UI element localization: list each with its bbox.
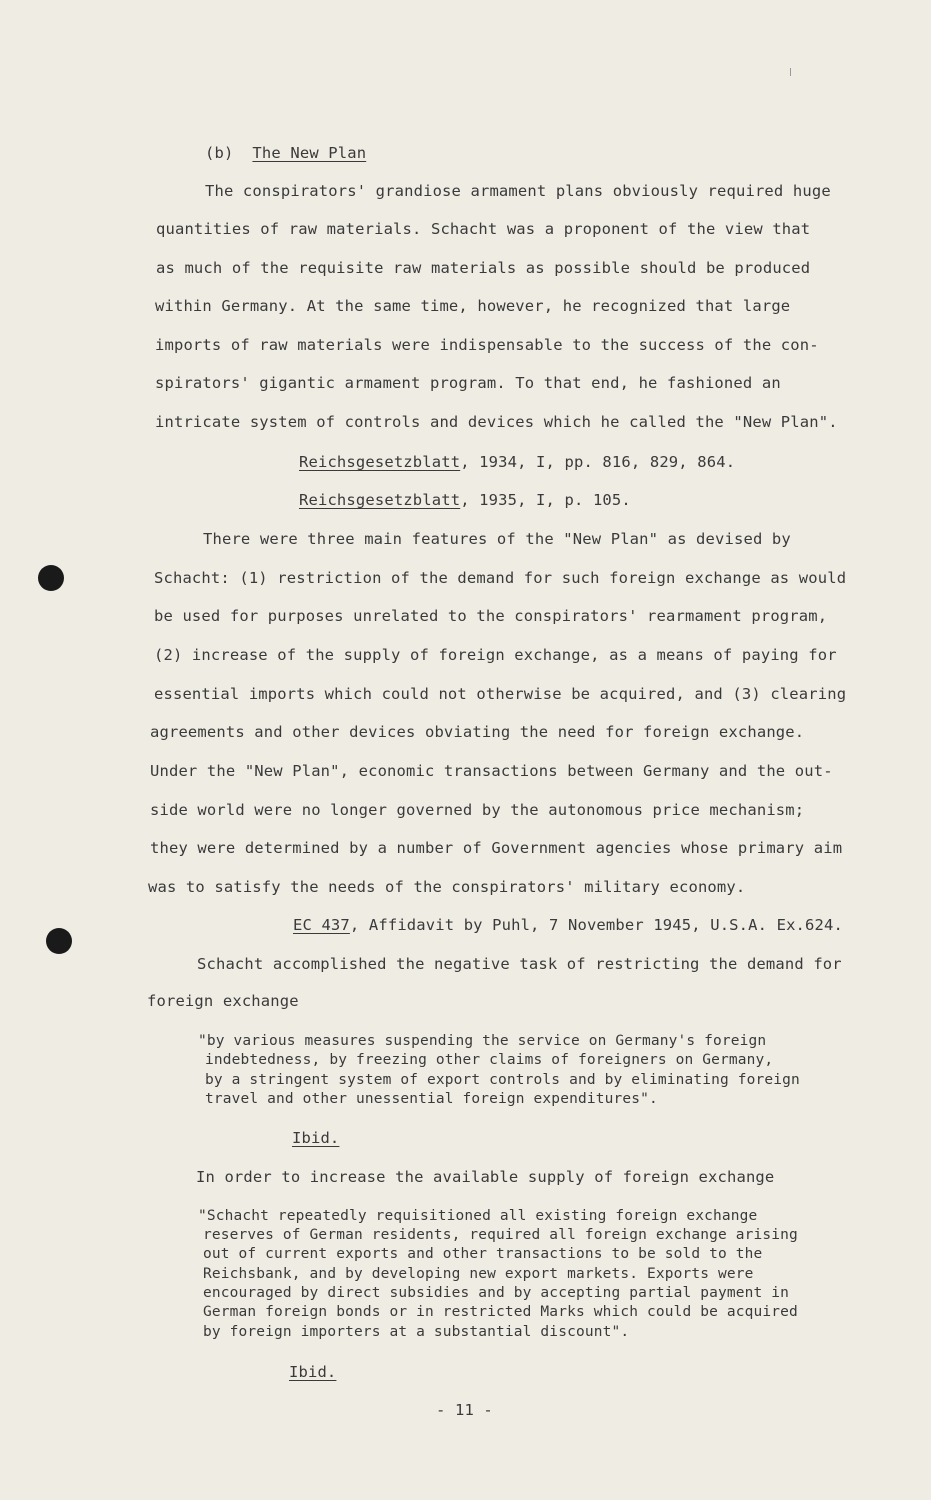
para2-line: essential imports which could not otherwise be acquired, and (3) clearing xyxy=(154,685,847,703)
para2-line: was to satisfy the needs of the conspirators' military economy. xyxy=(148,878,746,896)
punch-hole-bottom xyxy=(46,928,72,954)
para1-line: The conspirators' grandiose armament plans obviously required huge xyxy=(205,182,831,200)
citation-detail: , Affidavit by Puhl, 7 November 1945, U.S.A. Ex.624. xyxy=(349,916,843,934)
punch-hole-top xyxy=(38,565,64,591)
quote1-line: "by various measures suspending the service on Germany's foreign xyxy=(198,1033,767,1049)
citation-1 xyxy=(299,452,735,472)
para1-line: as much of the requisite raw materials as possible should be produced xyxy=(156,259,811,277)
ibid-2 xyxy=(289,1362,336,1382)
quote2-line: encouraged by direct subsidies and by accepting partial payment in xyxy=(203,1285,790,1301)
citation-source: Reichsgesetzblatt xyxy=(299,491,461,509)
para2-line: agreements and other devices obviating the need for foreign exchange. xyxy=(150,723,805,741)
section-title: The New Plan xyxy=(252,144,367,162)
para1-line: spirators' gigantic armament program. To that end, he fashioned an xyxy=(155,374,781,392)
quote2-line: by foreign importers at a substantial discount". xyxy=(203,1324,630,1340)
para1-line: intricate system of controls and devices which he called the "New Plan". xyxy=(155,413,838,431)
para2-line: (2) increase of the supply of foreign exchange, as a means of paying for xyxy=(154,646,837,664)
para1-line: imports of raw materials were indispensable to the success of the con- xyxy=(155,336,819,354)
citation-2 xyxy=(299,490,631,510)
section-heading xyxy=(205,143,366,163)
para2-line: Schacht: (1) restriction of the demand for such foreign exchange as would xyxy=(154,569,847,587)
quote2-line: out of current exports and other transactions to be sold to the xyxy=(203,1246,763,1262)
ibid-1 xyxy=(292,1128,339,1148)
para3-line: Schacht accomplished the negative task of restricting the demand for xyxy=(197,955,842,973)
para1-line: quantities of raw materials. Schacht was a proponent of the view that xyxy=(156,220,811,238)
para2-line: be used for purposes unrelated to the conspirators' rearmament program, xyxy=(154,607,828,625)
para3-line: foreign exchange xyxy=(147,992,299,1010)
quote2-line: German foreign bonds or in restricted Marks which could be acquired xyxy=(203,1304,798,1320)
citation-detail: , 1934, I, pp. 816, 829, 864. xyxy=(460,453,736,471)
ibid-text: Ibid. xyxy=(292,1129,340,1147)
para1-line: within Germany. At the same time, however, he recognized that large xyxy=(155,297,791,315)
quote1-line: travel and other unessential foreign expenditures". xyxy=(205,1091,658,1107)
paper-mark xyxy=(790,68,791,76)
page-number: - 11 - xyxy=(436,1401,493,1419)
para2-line: they were determined by a number of Government agencies whose primary aim xyxy=(150,839,843,857)
citation-source: Reichsgesetzblatt xyxy=(299,453,461,471)
para2-line: Under the "New Plan", economic transactions between Germany and the out- xyxy=(150,762,833,780)
quote1-line: indebtedness, by freezing other claims of foreigners on Germany, xyxy=(205,1052,774,1068)
quote2-line: "Schacht repeatedly requisitioned all existing foreign exchange xyxy=(198,1208,758,1224)
citation-source: EC 437 xyxy=(293,916,350,934)
para4-line: In order to increase the available supply of foreign exchange xyxy=(196,1168,775,1186)
citation-detail: , 1935, I, p. 105. xyxy=(460,491,631,509)
quote2-line: reserves of German residents, required all foreign exchange arising xyxy=(203,1227,798,1243)
citation-3 xyxy=(293,915,843,935)
section-marker: (b) xyxy=(205,144,234,162)
para2-line: There were three main features of the "New Plan" as devised by xyxy=(203,530,791,548)
quote2-line: Reichsbank, and by developing new export markets. Exports were xyxy=(203,1266,754,1282)
para2-line: side world were no longer governed by the autonomous price mechanism; xyxy=(150,801,805,819)
quote1-line: by a stringent system of export controls and by eliminating foreign xyxy=(205,1072,800,1088)
ibid-text: Ibid. xyxy=(289,1363,337,1381)
